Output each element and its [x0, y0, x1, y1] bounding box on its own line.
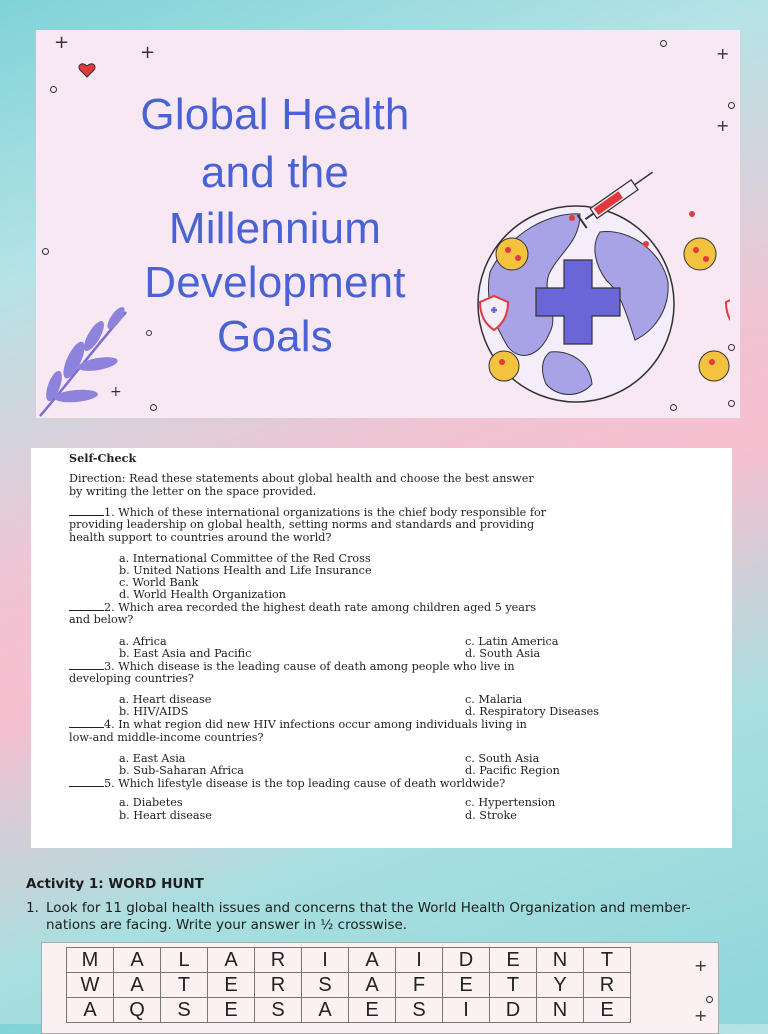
grid-cell[interactable]: S — [254, 997, 302, 1023]
grid-cell[interactable]: F — [395, 972, 443, 998]
grid-cell[interactable]: R — [254, 972, 302, 998]
grid-cell[interactable]: N — [536, 947, 584, 973]
grid-cell[interactable]: E — [583, 997, 631, 1023]
title-line-5: Goals — [217, 312, 333, 361]
option: b. East Asia and Pacific — [119, 647, 252, 660]
question-5: 5. Which lifestyle disease is the top leading cause of death worldwide? — [69, 777, 505, 791]
option: a. Africa — [119, 635, 167, 648]
option: b. Sub-Saharan Africa — [119, 764, 244, 777]
circle-icon — [146, 330, 152, 336]
option: c. Malaria — [465, 693, 523, 706]
grid-cell[interactable]: R — [583, 972, 631, 998]
grid-cell[interactable]: I — [301, 947, 349, 973]
title-line-1: Global Health — [140, 90, 410, 139]
option: d. Pacific Region — [465, 764, 560, 777]
plus-icon: + — [716, 116, 730, 135]
option: a. Diabetes — [119, 796, 183, 809]
grid-cell[interactable]: I — [442, 997, 490, 1023]
question-3-line-2: developing countries? — [69, 672, 194, 685]
title-line-2: and the — [200, 148, 350, 197]
grid-cell[interactable]: T — [160, 972, 208, 998]
grid-cell[interactable]: R — [254, 947, 302, 973]
circle-icon — [706, 996, 713, 1003]
option: c. Hypertension — [465, 796, 556, 809]
direction-line-1: Direction: Read these statements about global health and choose the best answer — [69, 472, 534, 485]
circle-icon — [42, 248, 49, 255]
grid-cell[interactable]: E — [442, 972, 490, 998]
grid-cell[interactable]: Q — [113, 997, 161, 1023]
option: a. International Committee of the Red Cross — [119, 552, 371, 565]
grid-cell[interactable]: A — [348, 947, 396, 973]
instruction-line-1: Look for 11 global health issues and concerns that the World Health Organization and member- — [46, 900, 691, 916]
grid-cell[interactable]: S — [395, 997, 443, 1023]
answer-blank[interactable] — [69, 777, 104, 787]
grid-cell[interactable]: A — [207, 947, 255, 973]
plus-icon: + — [140, 42, 156, 63]
plus-icon: + — [694, 1006, 708, 1025]
grid-cell[interactable]: S — [301, 972, 349, 998]
grid-cell[interactable]: D — [442, 947, 490, 973]
option: d. Respiratory Diseases — [465, 705, 599, 718]
title-line-3: Millennium — [168, 204, 382, 253]
word-hunt-grid — [41, 942, 719, 1034]
leaves-icon — [36, 306, 146, 418]
grid-cell[interactable]: E — [348, 997, 396, 1023]
grid-cell[interactable]: D — [489, 997, 537, 1023]
option: b. United Nations Health and Life Insurance — [119, 564, 372, 577]
grid-cell[interactable]: L — [160, 947, 208, 973]
answer-blank[interactable] — [69, 601, 104, 611]
item-number: 1. — [26, 900, 39, 916]
grid-cell[interactable]: W — [66, 972, 114, 998]
option: c. World Bank — [119, 576, 199, 589]
grid-cell[interactable]: T — [489, 972, 537, 998]
option: b. Heart disease — [119, 809, 212, 822]
grid-cell[interactable]: E — [207, 997, 255, 1023]
option: c. South Asia — [465, 752, 540, 765]
grid-cell[interactable]: A — [113, 972, 161, 998]
question-3: 3. Which disease is the leading cause of death among people who live in — [69, 660, 515, 674]
circle-icon — [728, 102, 735, 109]
title-line-4: Development — [144, 258, 406, 307]
circle-icon — [50, 86, 57, 93]
plus-icon: + — [54, 32, 70, 53]
circle-icon — [150, 404, 157, 411]
circle-icon — [660, 40, 667, 47]
title-slide — [36, 30, 740, 418]
self-check-heading: Self-Check — [69, 451, 137, 465]
grid-cell[interactable]: T — [583, 947, 631, 973]
option: d. Stroke — [465, 809, 517, 822]
option: b. HIV/AIDS — [119, 705, 189, 718]
grid-cell[interactable]: Y — [536, 972, 584, 998]
question-4-line-2: low-and middle-income countries? — [69, 731, 264, 744]
self-check-document — [31, 448, 732, 848]
question-1-line-2: providing leadership on global health, setting norms and standards and providing — [69, 518, 535, 531]
option: d. South Asia — [465, 647, 541, 660]
question-2-line-2: and below? — [69, 613, 134, 626]
activity-title: Activity 1: WORD HUNT — [26, 876, 204, 892]
grid-cell[interactable]: N — [536, 997, 584, 1023]
plus-icon: + — [694, 956, 708, 975]
grid-cell[interactable]: A — [301, 997, 349, 1023]
option: d. World Health Organization — [119, 588, 286, 601]
question-1-line-3: health support to countries around the world? — [69, 531, 332, 544]
question-2: 2. Which area recorded the highest death rate among children aged 5 years — [69, 601, 536, 615]
grid-cell[interactable]: A — [113, 947, 161, 973]
grid-cell[interactable]: A — [66, 997, 114, 1023]
answer-blank[interactable] — [69, 660, 104, 670]
option: c. Latin America — [465, 635, 559, 648]
question-1: 1. Which of these international organizations is the chief body responsible for — [69, 506, 546, 520]
grid-cell[interactable]: E — [489, 947, 537, 973]
globe-illustration — [430, 162, 730, 418]
grid-cell[interactable]: M — [66, 947, 114, 973]
plus-icon: + — [110, 384, 122, 400]
question-4: 4. In what region did new HIV infections occur among individuals living in — [69, 718, 527, 732]
grid-cell[interactable]: E — [207, 972, 255, 998]
heart-icon — [78, 62, 96, 78]
grid-cell[interactable]: A — [348, 972, 396, 998]
answer-blank[interactable] — [69, 718, 104, 728]
plus-icon: + — [716, 44, 730, 63]
option: a. Heart disease — [119, 693, 212, 706]
grid-cell[interactable]: I — [395, 947, 443, 973]
grid-cell[interactable]: S — [160, 997, 208, 1023]
instruction-line-2: nations are facing. Write your answer in ½ crosswise. — [46, 917, 408, 933]
option: a. East Asia — [119, 752, 186, 765]
direction-line-2: by writing the letter on the space provided. — [69, 485, 317, 498]
answer-blank[interactable] — [69, 506, 104, 516]
